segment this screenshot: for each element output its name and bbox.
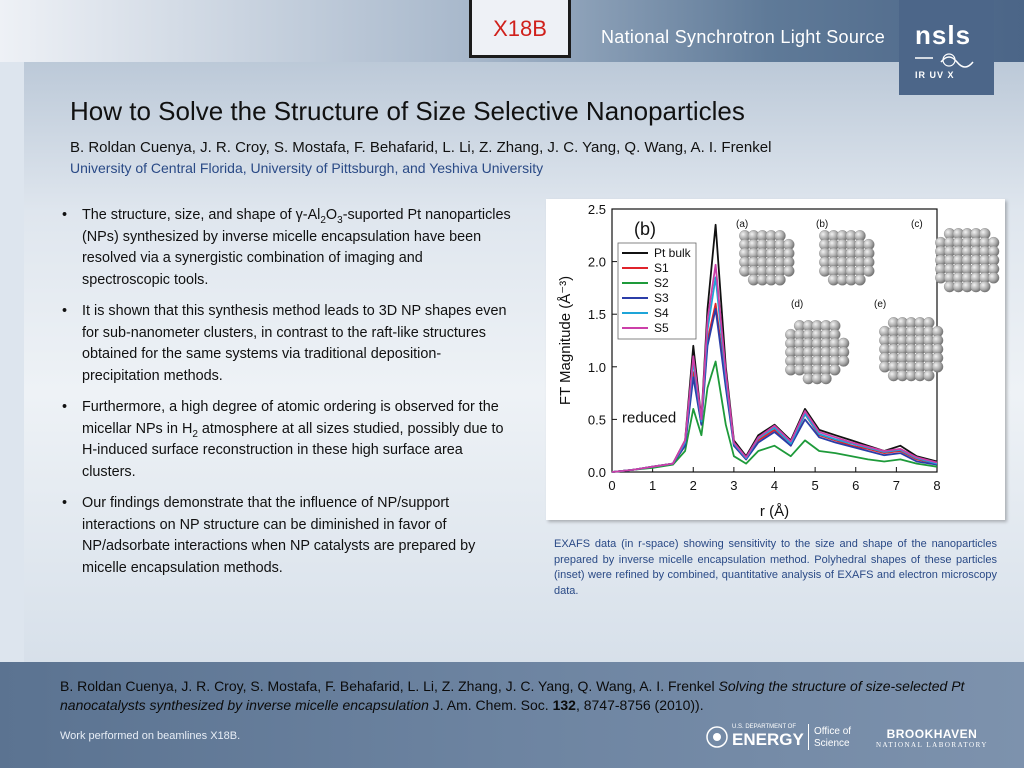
nanoparticle-atom — [855, 274, 866, 285]
legend-label: Pt bulk — [654, 246, 691, 260]
y-tick-label: 0.0 — [587, 465, 606, 480]
facility-name: National Synchrotron Light Source — [601, 27, 886, 47]
legend-label: S4 — [654, 306, 669, 320]
y-tick-label: 1.0 — [587, 359, 606, 375]
x-tick-label: 7 — [892, 478, 900, 493]
bullet-item: • Furthermore, a high degree of atomic ordering is observed for the micellar NPs in $H_2$ atmosphere at all sizes studied, possibly due to H-induced surface reconstruction in these high surface area clusters. — [62, 397, 514, 483]
page-title: How to Solve the Structure of Size Selective Nanoparticles — [70, 96, 745, 126]
inset-label: (d) — [791, 299, 804, 310]
x-tick-label: 4 — [770, 478, 779, 493]
office-line1: Office of — [814, 726, 852, 737]
bnl-logo — [876, 727, 988, 749]
citation: B. Roldan Cuenya, J. R. Croy, S. Mostafa, F. Behafarid, L. Li, Z. Zhang, J. C. Yang, Q. Wang, A. I. Frenkel Solving the structure of size-selected Pt nanocatalysts synthesized by inverse micelle encapsulation J. Am. Chem. Soc. 132, 8747-8756 (2010)). — [60, 678, 965, 713]
exafs-chart — [546, 199, 1005, 520]
office-line2: Science — [814, 738, 850, 749]
x-tick-label: 0 — [608, 478, 616, 493]
doe-top-text: U.S. DEPARTMENT OF — [732, 724, 797, 730]
nanoparticle-atom — [923, 370, 934, 381]
affiliation: University of Central Florida, University of Pittsburgh, and Yeshiva University — [70, 160, 544, 176]
legend-label: S3 — [654, 291, 669, 305]
bullet-item: • It is shown that this synthesis method leads to 3D NP shapes even for sub-nanometer clusters, in contrast to the raft-like structures obtained for the same systems via traditional deposition-precipitation methods. — [62, 301, 514, 387]
nanoparticle-atom — [988, 272, 999, 283]
y-tick-label: 1.5 — [587, 307, 606, 323]
x-tick-label: 8 — [933, 478, 941, 493]
x-tick-label: 2 — [689, 478, 697, 493]
bnl-main-text: BROOKHAVEN — [886, 727, 978, 741]
y-tick-label: 2.0 — [587, 254, 606, 270]
bnl-sub-text: NATIONAL LABORATORY — [876, 741, 988, 749]
nanoparticle-atom — [821, 373, 832, 384]
nanoparticle-atom — [932, 361, 943, 372]
nanoparticle-atom — [838, 356, 849, 367]
doe-seal-icon — [706, 726, 728, 748]
nanoparticle-atom — [863, 266, 874, 277]
y-tick-label: 2.5 — [587, 202, 606, 217]
bullet-item: • The structure, size, and shape of $\gamma-Al_2O_3$-suported Pt nanoparticles (NPs) synthesized by inverse micelle encapsulation have been resolved via a synergistic combination of imaging and spectroscopic tools. — [62, 205, 514, 291]
authors: B. Roldan Cuenya, J. R. Croy, S. Mostafa, F. Behafarid, L. Li, Z. Zhang, J. C. Yang, Q. Wang, A. I. Frenkel — [70, 139, 772, 156]
nsls-logo-sub: IR UV X — [915, 70, 955, 80]
x-tick-label: 5 — [811, 478, 819, 493]
panel-label: (b) — [634, 219, 656, 239]
inset-label: (b) — [816, 219, 829, 230]
nanoparticle-atom — [829, 364, 840, 375]
doe-main-text: ENERGY — [732, 730, 804, 749]
x-tick-label: 3 — [730, 478, 738, 493]
legend-label: S2 — [654, 276, 669, 290]
x-axis-label: r (Å) — [759, 503, 790, 520]
y-axis-label: FT Magnitude (Å⁻³) — [557, 275, 574, 406]
bullet-list — [62, 205, 514, 589]
nanoparticle-atom — [783, 266, 794, 277]
doe-divider — [808, 724, 809, 750]
legend-label: S1 — [654, 261, 669, 275]
work-note: Work performed on beamlines X18B. — [60, 730, 241, 742]
nsls-logo-word: nsls — [915, 20, 972, 50]
y-tick-label: 0.5 — [587, 412, 606, 428]
beamline-label: X18B — [469, 0, 571, 58]
nanoparticle-atom — [775, 274, 786, 285]
bullet-item: • Our findings demonstrate that the influence of NP/support interactions on NP structure can be diminished in favor of NP/adsorbate interactions when NP catalysts are prepared by micelle encapsulation methods. — [62, 493, 514, 579]
reduced-annotation: reduced — [622, 409, 677, 427]
exafs-figure — [546, 199, 1005, 520]
nanoparticle-atom — [979, 281, 990, 292]
x-tick-label: 6 — [852, 478, 860, 493]
inset-label: (e) — [874, 299, 887, 310]
legend-label: S5 — [654, 321, 669, 335]
x-tick-label: 1 — [649, 478, 657, 493]
nsls-swirl-icon — [913, 50, 983, 70]
inset-label: (c) — [911, 219, 923, 230]
figure-caption: EXAFS data (in r-space) showing sensitivity to the size and shape of the nanoparticles prepared by inverse micelle encapsulation method. Polyhedral shapes of these particles (inset) were refined by combined, quantitative analysis of EXAFS and electron microscopy data. — [554, 538, 997, 597]
inset-label: (a) — [736, 219, 749, 230]
nsls-logo — [899, 0, 994, 95]
